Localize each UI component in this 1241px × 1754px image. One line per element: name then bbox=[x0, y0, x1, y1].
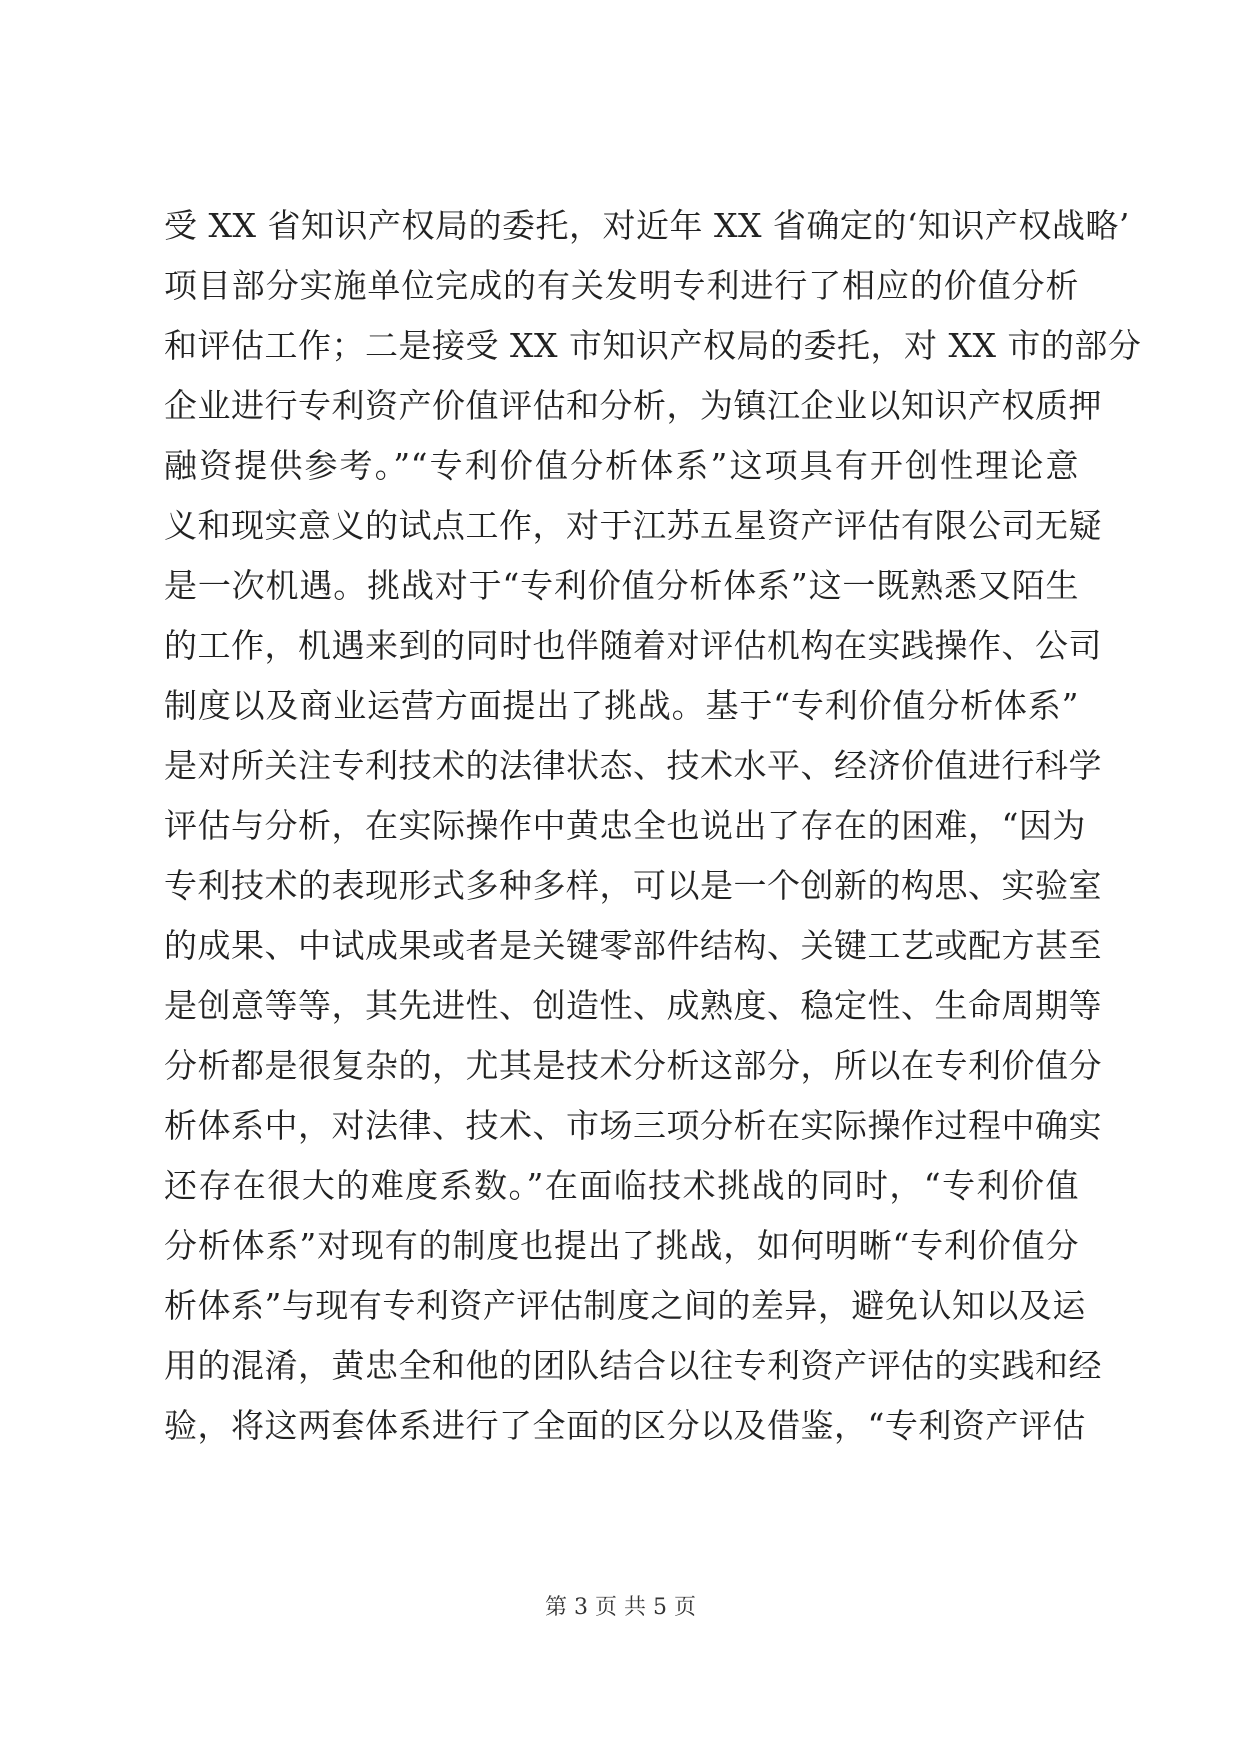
text-line: 义和现实意义的试点工作，对于江苏五星资产评估有限公司无疑 bbox=[164, 506, 1102, 545]
text-line: 项目部分实施单位完成的有关发明专利进行了相应的价值分析 bbox=[164, 266, 1079, 305]
text-line: 分析体系”对现有的制度也提出了挑战，如何明晰“专利价值分 bbox=[164, 1226, 1079, 1265]
text-line: 析体系中，对法律、技术、市场三项分析在实际操作过程中确实 bbox=[164, 1106, 1102, 1145]
text-line: 分析都是很复杂的，尤其是技术分析这部分，所以在专利价值分 bbox=[164, 1046, 1102, 1085]
text-line: 和评估工作；二是接受 XX 市知识产权局的委托，对 XX 市的部分 bbox=[164, 326, 1142, 365]
text-line: 的成果、中试成果或者是关键零部件结构、关键工艺或配方甚至 bbox=[164, 926, 1102, 965]
text-line: 专利技术的表现形式多种多样，可以是一个创新的构思、实验室 bbox=[164, 866, 1102, 905]
text-line: 验，将这两套体系进行了全面的区分以及借鉴，“专利资产评估 bbox=[164, 1406, 1086, 1445]
text-line: 是一次机遇。挑战对于“专利价值分析体系”这一既熟悉又陌生 bbox=[164, 566, 1079, 605]
body-text bbox=[164, 196, 1142, 1456]
text-line: 企业进行专利资产价值评估和分析，为镇江企业以知识产权质押 bbox=[164, 386, 1102, 425]
text-line: 制度以及商业运营方面提出了挑战。基于“专利价值分析体系” bbox=[164, 686, 1079, 725]
text-line: 用的混淆，黄忠全和他的团队结合以往专利资产评估的实践和经 bbox=[164, 1346, 1102, 1385]
page-number-footer: 第 3 页 共 5 页 bbox=[545, 1595, 696, 1620]
text-line: 评估与分析，在实际操作中黄忠全也说出了存在的困难，“因为 bbox=[164, 806, 1086, 845]
text-line: 受 XX 省知识产权局的委托，对近年 XX 省确定的‘知识产权战略’ bbox=[164, 206, 1130, 245]
text-line: 析体系”与现有专利资产评估制度之间的差异，避免认知以及运 bbox=[164, 1286, 1086, 1325]
text-line: 是创意等等，其先进性、创造性、成熟度、稳定性、生命周期等 bbox=[164, 986, 1102, 1025]
text-line: 是对所关注专利技术的法律状态、技术水平、经济价值进行科学 bbox=[164, 746, 1102, 785]
text-line: 的工作，机遇来到的同时也伴随着对评估机构在实践操作、公司 bbox=[164, 626, 1102, 665]
text-line: 还存在很大的难度系数。”在面临技术挑战的同时，“专利价值 bbox=[164, 1166, 1079, 1205]
text-line: 融资提供参考。”“专利价值分析体系”这项具有开创性理论意 bbox=[164, 446, 1079, 485]
